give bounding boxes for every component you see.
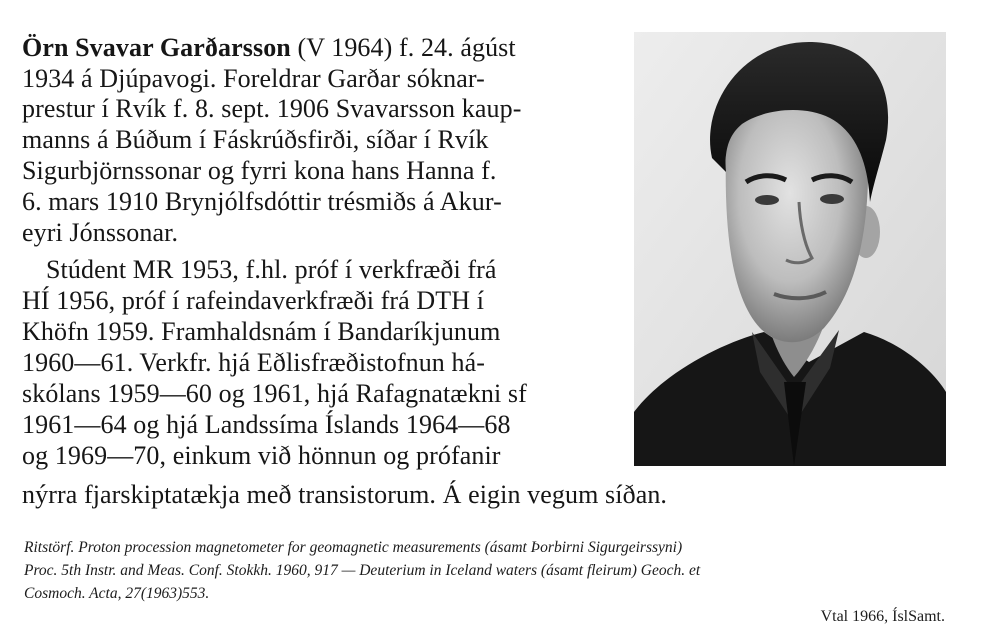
entry-line-8: Stúdent MR 1953, f.hl. próf í verkfræði frá bbox=[46, 255, 497, 284]
entry-line-4: manns á Búðum í Fáskrúðsfirði, síðar í Rvík bbox=[22, 125, 489, 154]
entry-line-11: 1960—61. Verkfr. hjá Eðlisfræðistofnun há- bbox=[22, 348, 485, 377]
entry-text: (V 1964) f. 24. ágúst bbox=[290, 33, 516, 62]
entry-line-14: og 1969—70, einkum við hönnun og prófanir bbox=[22, 441, 501, 470]
publications-text: Proton procession magnetometer for geomagnetic measurements (ásamt Þorbirni Sigurgeirssyni) bbox=[74, 539, 683, 556]
publications-line-1 bbox=[24, 538, 682, 558]
entry-line-5: Sigurbjörnssonar og fyrri kona hans Hanna f. bbox=[22, 156, 497, 185]
publications-label: Ritstörf. bbox=[24, 539, 75, 556]
source-reference: Vtal 1966, ÍslSamt. bbox=[820, 608, 945, 625]
entry-line-6: 6. mars 1910 Brynjólfsdóttir trésmiðs á Akur- bbox=[22, 187, 502, 216]
entry-line-9: HÍ 1956, próf í rafeindaverkfræði frá DTH í bbox=[22, 286, 485, 315]
entry-line-12: skólans 1959—60 og 1961, hjá Rafagnatækni sf bbox=[22, 379, 527, 408]
portrait-photo bbox=[634, 32, 946, 466]
portrait-icon bbox=[634, 32, 946, 466]
person-name: Örn Svavar Garðarsson bbox=[22, 33, 291, 62]
publications-line-2: Proc. 5th Instr. and Meas. Conf. Stokkh. 1960, 917 — Deuterium in Iceland waters (ásamt fleirum) Geoch. et bbox=[24, 562, 701, 579]
publications-line-3: Cosmoch. Acta, 27(1963)553. bbox=[24, 585, 210, 602]
entry-line-3: prestur í Rvík f. 8. sept. 1906 Svavarsson kaup- bbox=[22, 94, 522, 123]
entry-line-15: nýrra fjarskiptatækja með transistorum. Á eigin vegum síðan. bbox=[22, 480, 668, 509]
entry-line-13: 1961—64 og hjá Landssíma Íslands 1964—68 bbox=[22, 410, 511, 439]
entry-line-10: Khöfn 1959. Framhaldsnám í Bandaríkjunum bbox=[22, 317, 501, 346]
entry-line-1 bbox=[22, 33, 516, 63]
entry-line-7: eyri Jónssonar. bbox=[22, 218, 179, 247]
entry-line-2: 1934 á Djúpavogi. Foreldrar Garðar sóknar- bbox=[22, 64, 485, 93]
